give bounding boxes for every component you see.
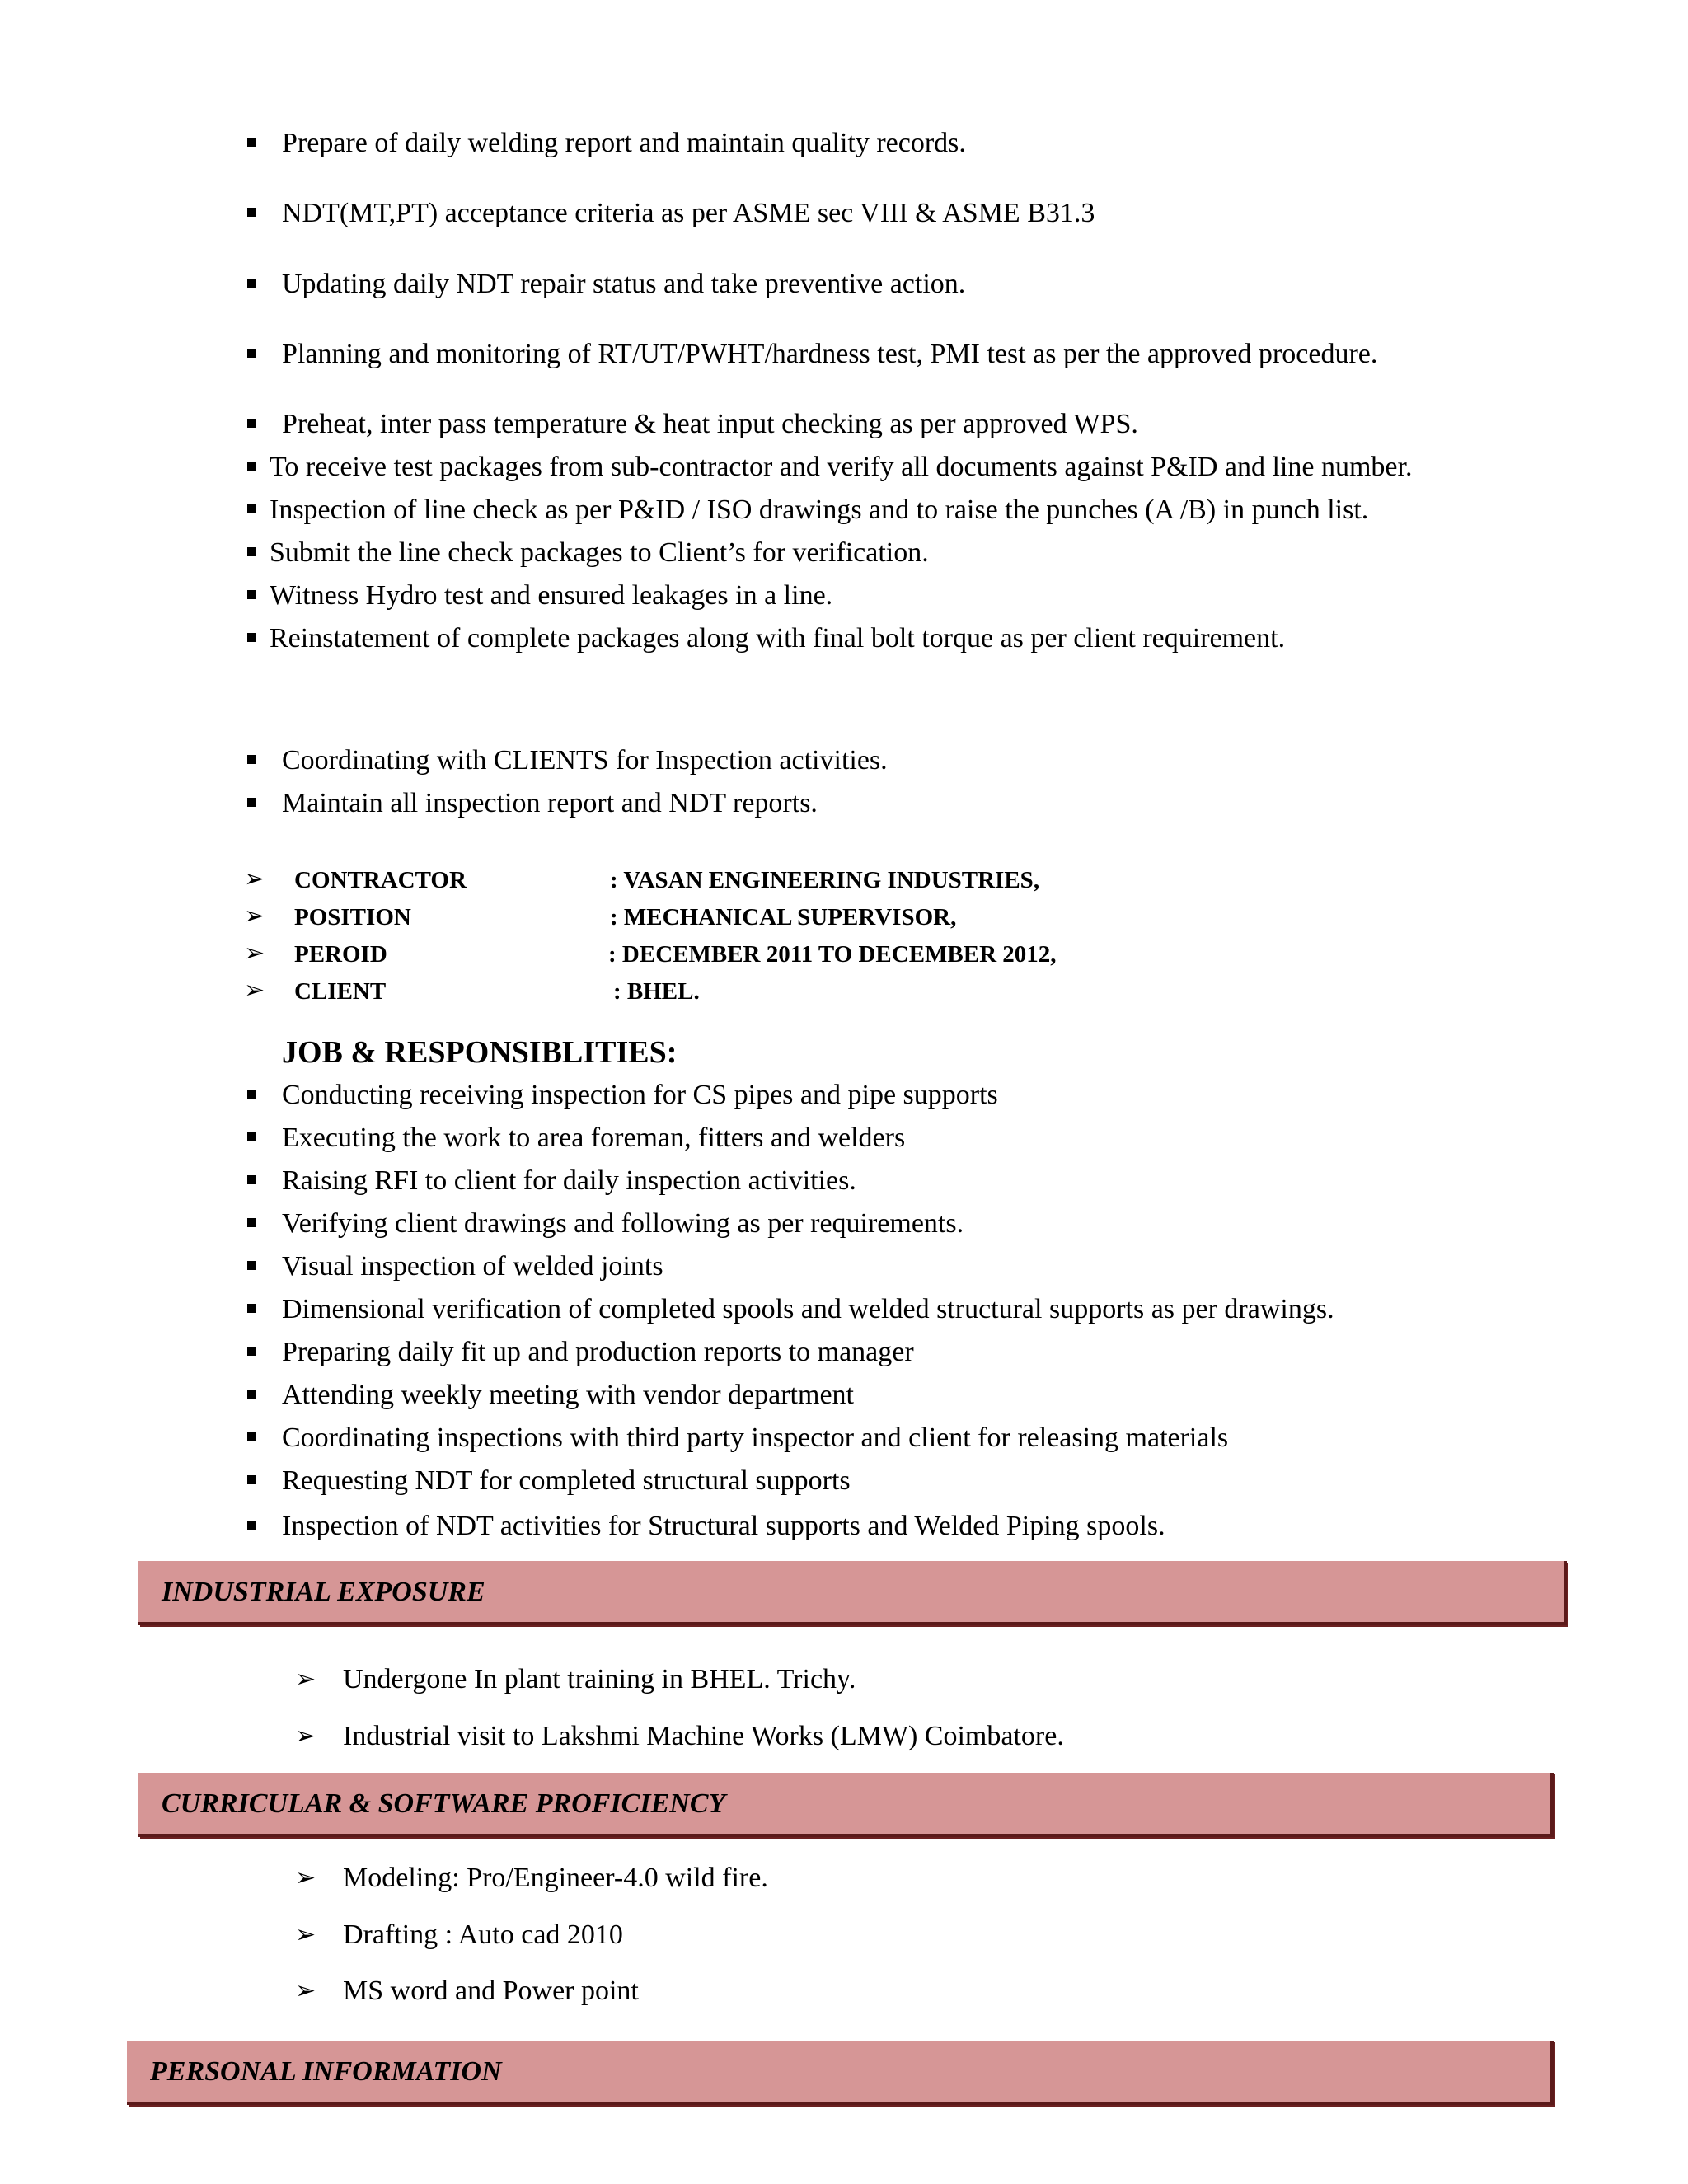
list-item: Witness Hydro test and ensured leakages in a line. bbox=[270, 580, 833, 611]
arrowhead-bullet-icon: ➢ bbox=[244, 939, 265, 968]
arrowhead-bullet-icon: ➢ bbox=[295, 1920, 316, 1949]
section-title: INDUSTRIAL EXPOSURE bbox=[162, 1577, 485, 1607]
list-item: Preparing daily fit up and production reports to manager bbox=[282, 1337, 914, 1367]
list-item: Visual inspection of welded joints bbox=[282, 1251, 663, 1282]
square-bullet-icon bbox=[247, 1261, 256, 1270]
list-item: Submit the line check packages to Client’s for verification. bbox=[270, 537, 929, 568]
square-bullet-icon bbox=[247, 547, 256, 556]
square-bullet-icon bbox=[247, 1090, 256, 1099]
period-label: PEROID bbox=[294, 941, 387, 968]
list-item: Dimensional verification of completed spools and welded structural supports as per drawings. bbox=[282, 1294, 1334, 1324]
square-bullet-icon bbox=[247, 590, 256, 599]
square-bullet-icon bbox=[247, 633, 256, 642]
list-item: Executing the work to area foreman, fitters and welders bbox=[282, 1122, 906, 1153]
section-title: CURRICULAR & SOFTWARE PROFICIENCY bbox=[162, 1788, 726, 1819]
square-bullet-icon bbox=[247, 504, 256, 513]
client-value: : BHEL. bbox=[613, 978, 700, 1005]
square-bullet-icon bbox=[247, 755, 256, 764]
position-label: POSITION bbox=[294, 904, 411, 930]
list-item: Maintain all inspection report and NDT reports. bbox=[282, 788, 818, 818]
client-label: CLIENT bbox=[294, 978, 387, 1005]
square-bullet-icon bbox=[247, 1175, 256, 1184]
list-item: MS word and Power point bbox=[343, 1975, 639, 2006]
list-item: Attending weekly meeting with vendor department bbox=[282, 1380, 854, 1410]
square-bullet-icon bbox=[247, 138, 256, 147]
list-item: Inspection of line check as per P&ID / ISO drawings and to raise the punches (A /B) in punch list. bbox=[270, 494, 1369, 525]
square-bullet-icon bbox=[247, 1521, 256, 1530]
section-title: PERSONAL INFORMATION bbox=[150, 2056, 502, 2087]
square-bullet-icon bbox=[247, 349, 256, 358]
list-item: Prepare of daily welding report and maintain quality records. bbox=[282, 128, 966, 158]
arrowhead-bullet-icon: ➢ bbox=[244, 902, 265, 930]
section-banner-software bbox=[138, 1773, 1554, 1837]
list-item: Updating daily NDT repair status and take preventive action. bbox=[282, 269, 966, 299]
square-bullet-icon bbox=[247, 1347, 256, 1356]
contractor-value: : VASAN ENGINEERING INDUSTRIES, bbox=[610, 867, 1040, 893]
square-bullet-icon bbox=[247, 798, 256, 807]
list-item: Preheat, inter pass temperature & heat input checking as per approved WPS. bbox=[282, 409, 1138, 439]
list-item: Verifying client drawings and following as per requirements. bbox=[282, 1208, 964, 1239]
list-item: Requesting NDT for completed structural supports bbox=[282, 1465, 851, 1496]
section-banner-industrial bbox=[138, 1561, 1567, 1625]
list-item: Coordinating with CLIENTS for Inspection activities. bbox=[282, 745, 888, 776]
arrowhead-bullet-icon: ➢ bbox=[244, 865, 265, 893]
square-bullet-icon bbox=[247, 1475, 256, 1484]
arrowhead-bullet-icon: ➢ bbox=[295, 1863, 316, 1892]
section-banner-personal bbox=[127, 2041, 1554, 2105]
list-item: Reinstatement of complete packages along with final bolt torque as per client requirement. bbox=[270, 623, 1286, 654]
list-item: To receive test packages from sub-contractor and verify all documents against P&ID and line number. bbox=[270, 452, 1413, 482]
list-item: Conducting receiving inspection for CS pipes and pipe supports bbox=[282, 1080, 998, 1110]
arrowhead-bullet-icon: ➢ bbox=[295, 1665, 316, 1694]
list-item: NDT(MT,PT) acceptance criteria as per ASME sec VIII & ASME B31.3 bbox=[282, 198, 1095, 228]
square-bullet-icon bbox=[247, 1432, 256, 1441]
position-value: : MECHANICAL SUPERVISOR, bbox=[610, 904, 957, 930]
job-responsibilities-heading: JOB & RESPONSIBLITIES: bbox=[282, 1035, 678, 1070]
arrowhead-bullet-icon: ➢ bbox=[244, 976, 265, 1005]
square-bullet-icon bbox=[247, 1390, 256, 1399]
arrowhead-bullet-icon: ➢ bbox=[295, 1722, 316, 1750]
contractor-label: CONTRACTOR bbox=[294, 867, 467, 893]
list-item: Industrial visit to Lakshmi Machine Works (LMW) Coimbatore. bbox=[343, 1721, 1064, 1751]
list-item: Raising RFI to client for daily inspection activities. bbox=[282, 1165, 856, 1196]
list-item: Planning and monitoring of RT/UT/PWHT/hardness test, PMI test as per the approved procedure. bbox=[282, 339, 1378, 369]
square-bullet-icon bbox=[247, 208, 256, 217]
square-bullet-icon bbox=[247, 462, 256, 471]
period-value: : DECEMBER 2011 TO DECEMBER 2012, bbox=[608, 941, 1057, 968]
square-bullet-icon bbox=[247, 279, 256, 288]
square-bullet-icon bbox=[247, 419, 256, 428]
arrowhead-bullet-icon: ➢ bbox=[295, 1976, 316, 2005]
square-bullet-icon bbox=[247, 1218, 256, 1227]
list-item: Drafting : Auto cad 2010 bbox=[343, 1919, 623, 1950]
square-bullet-icon bbox=[247, 1304, 256, 1313]
list-item: Coordinating inspections with third party inspector and client for releasing materials bbox=[282, 1422, 1229, 1453]
list-item: Undergone In plant training in BHEL. Trichy. bbox=[343, 1664, 856, 1694]
list-item: Inspection of NDT activities for Structural supports and Welded Piping spools. bbox=[282, 1511, 1165, 1541]
list-item: Modeling: Pro/Engineer-4.0 wild fire. bbox=[343, 1863, 768, 1893]
square-bullet-icon bbox=[247, 1132, 256, 1141]
